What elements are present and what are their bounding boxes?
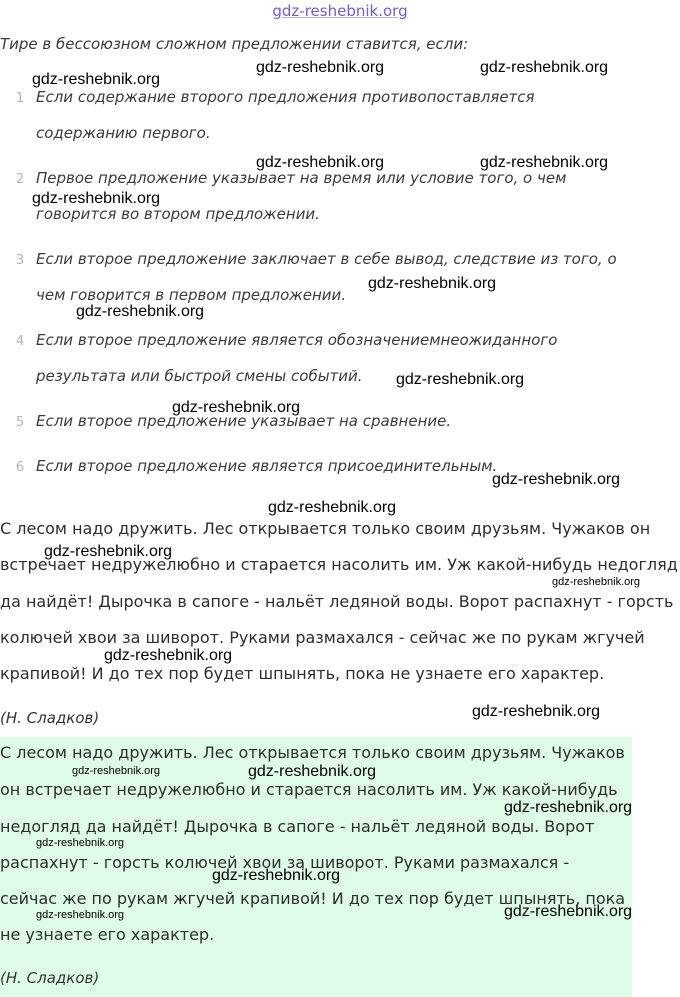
passage-line: колючей хвои за шиворот. Руками размахался - сейчас же по рукам жгучей bbox=[0, 628, 645, 647]
header-watermark[interactable]: gdz-reshebnik.org bbox=[272, 2, 408, 20]
watermark: gdz-reshebnik.org bbox=[36, 909, 125, 921]
passage-line: крапивой! И до тех пор будет шпынять, пока не узнаете его характер. bbox=[0, 664, 605, 683]
watermark: gdz-reshebnik.org bbox=[256, 59, 385, 76]
rule-text-line: говорится во втором предложении. bbox=[36, 205, 320, 223]
watermark: gdz-reshebnik.org bbox=[368, 275, 497, 292]
rule-number: 3 bbox=[15, 253, 25, 268]
watermark: gdz-reshebnik.org bbox=[472, 703, 601, 720]
watermark: gdz-reshebnik.org bbox=[268, 499, 397, 516]
passage-line: да найдёт! Дырочка в сапоге - нальёт ледяной воды. Ворот распахнут - горсть bbox=[0, 592, 674, 611]
watermark: gdz-reshebnik.org bbox=[480, 154, 609, 171]
watermark: gdz-reshebnik.org bbox=[248, 763, 377, 780]
passage-author: (Н. Сладков) bbox=[0, 969, 100, 987]
rule-text-line: результата или быстрой смены событий. bbox=[36, 367, 363, 385]
watermark: gdz-reshebnik.org bbox=[552, 576, 641, 588]
watermark: gdz-reshebnik.org bbox=[504, 799, 633, 816]
watermark: gdz-reshebnik.org bbox=[36, 837, 125, 849]
watermark: gdz-reshebnik.org bbox=[480, 59, 609, 76]
rule-text-line: чем говорится в первом предложении. bbox=[36, 286, 347, 304]
rule-text-line: Если второе предложение является обозначениемнеожиданного bbox=[36, 331, 558, 349]
watermark: gdz-reshebnik.org bbox=[492, 471, 621, 488]
passage-line: встречает недружелюбно и старается насолить им. Уж какой-нибудь недогляд bbox=[0, 555, 678, 574]
watermark: gdz-reshebnik.org bbox=[76, 303, 205, 320]
rule-number: 1 bbox=[15, 91, 25, 106]
watermark: gdz-reshebnik.org bbox=[72, 765, 161, 777]
passage-line: С лесом надо дружить. Лес открывается только своим друзьям. Чужаков bbox=[0, 743, 625, 762]
rule-number: 4 bbox=[15, 334, 25, 349]
watermark: gdz-reshebnik.org bbox=[396, 371, 525, 388]
rule-text-line: Если второе предложение заключает в себе вывод, следствие из того, о bbox=[36, 250, 617, 268]
watermark: gdz-reshebnik.org bbox=[32, 190, 161, 207]
watermark: gdz-reshebnik.org bbox=[256, 154, 385, 171]
passage-line: распахнут - горсть колючей хвои за шиворот. Руками размахался - bbox=[0, 853, 570, 872]
watermark: gdz-reshebnik.org bbox=[212, 867, 341, 884]
passage-author: (Н. Сладков) bbox=[0, 709, 100, 727]
watermark: gdz-reshebnik.org bbox=[44, 543, 173, 560]
intro-heading: Тире в бессоюзном сложном предложении ставится, если: bbox=[0, 35, 469, 53]
rule-text-line: Первое предложение указывает на время или условие того, о чем bbox=[36, 169, 567, 187]
passage-line: недогляд да найдёт! Дырочка в сапоге - нальёт ледяной воды. Ворот bbox=[0, 817, 595, 836]
rule-text-line: Если второе предложение указывает на сравнение. bbox=[36, 412, 452, 430]
rule-number: 2 bbox=[15, 172, 25, 187]
rule-text-line: содержанию первого. bbox=[36, 124, 211, 142]
passage-line: сейчас же по рукам жгучей крапивой! И до тех пор будет шпынять, пока bbox=[0, 889, 626, 908]
passage-line: С лесом надо дружить. Лес открывается только своим друзьям. Чужаков он bbox=[0, 519, 651, 538]
rule-number: 5 bbox=[15, 415, 25, 430]
passage-line: он встречает недружелюбно и старается насолить им. Уж какой-нибудь bbox=[0, 780, 618, 799]
watermark: gdz-reshebnik.org bbox=[504, 903, 633, 920]
rule-number: 6 bbox=[15, 460, 25, 475]
rule-text-line: Если второе предложение является присоединительным. bbox=[36, 457, 498, 475]
watermark: gdz-reshebnik.org bbox=[32, 71, 161, 88]
rule-text-line: Если содержание второго предложения противопоставляется bbox=[36, 88, 535, 106]
watermark: gdz-reshebnik.org bbox=[172, 399, 301, 416]
passage-line: не узнаете его характер. bbox=[0, 925, 215, 944]
watermark: gdz-reshebnik.org bbox=[104, 647, 233, 664]
